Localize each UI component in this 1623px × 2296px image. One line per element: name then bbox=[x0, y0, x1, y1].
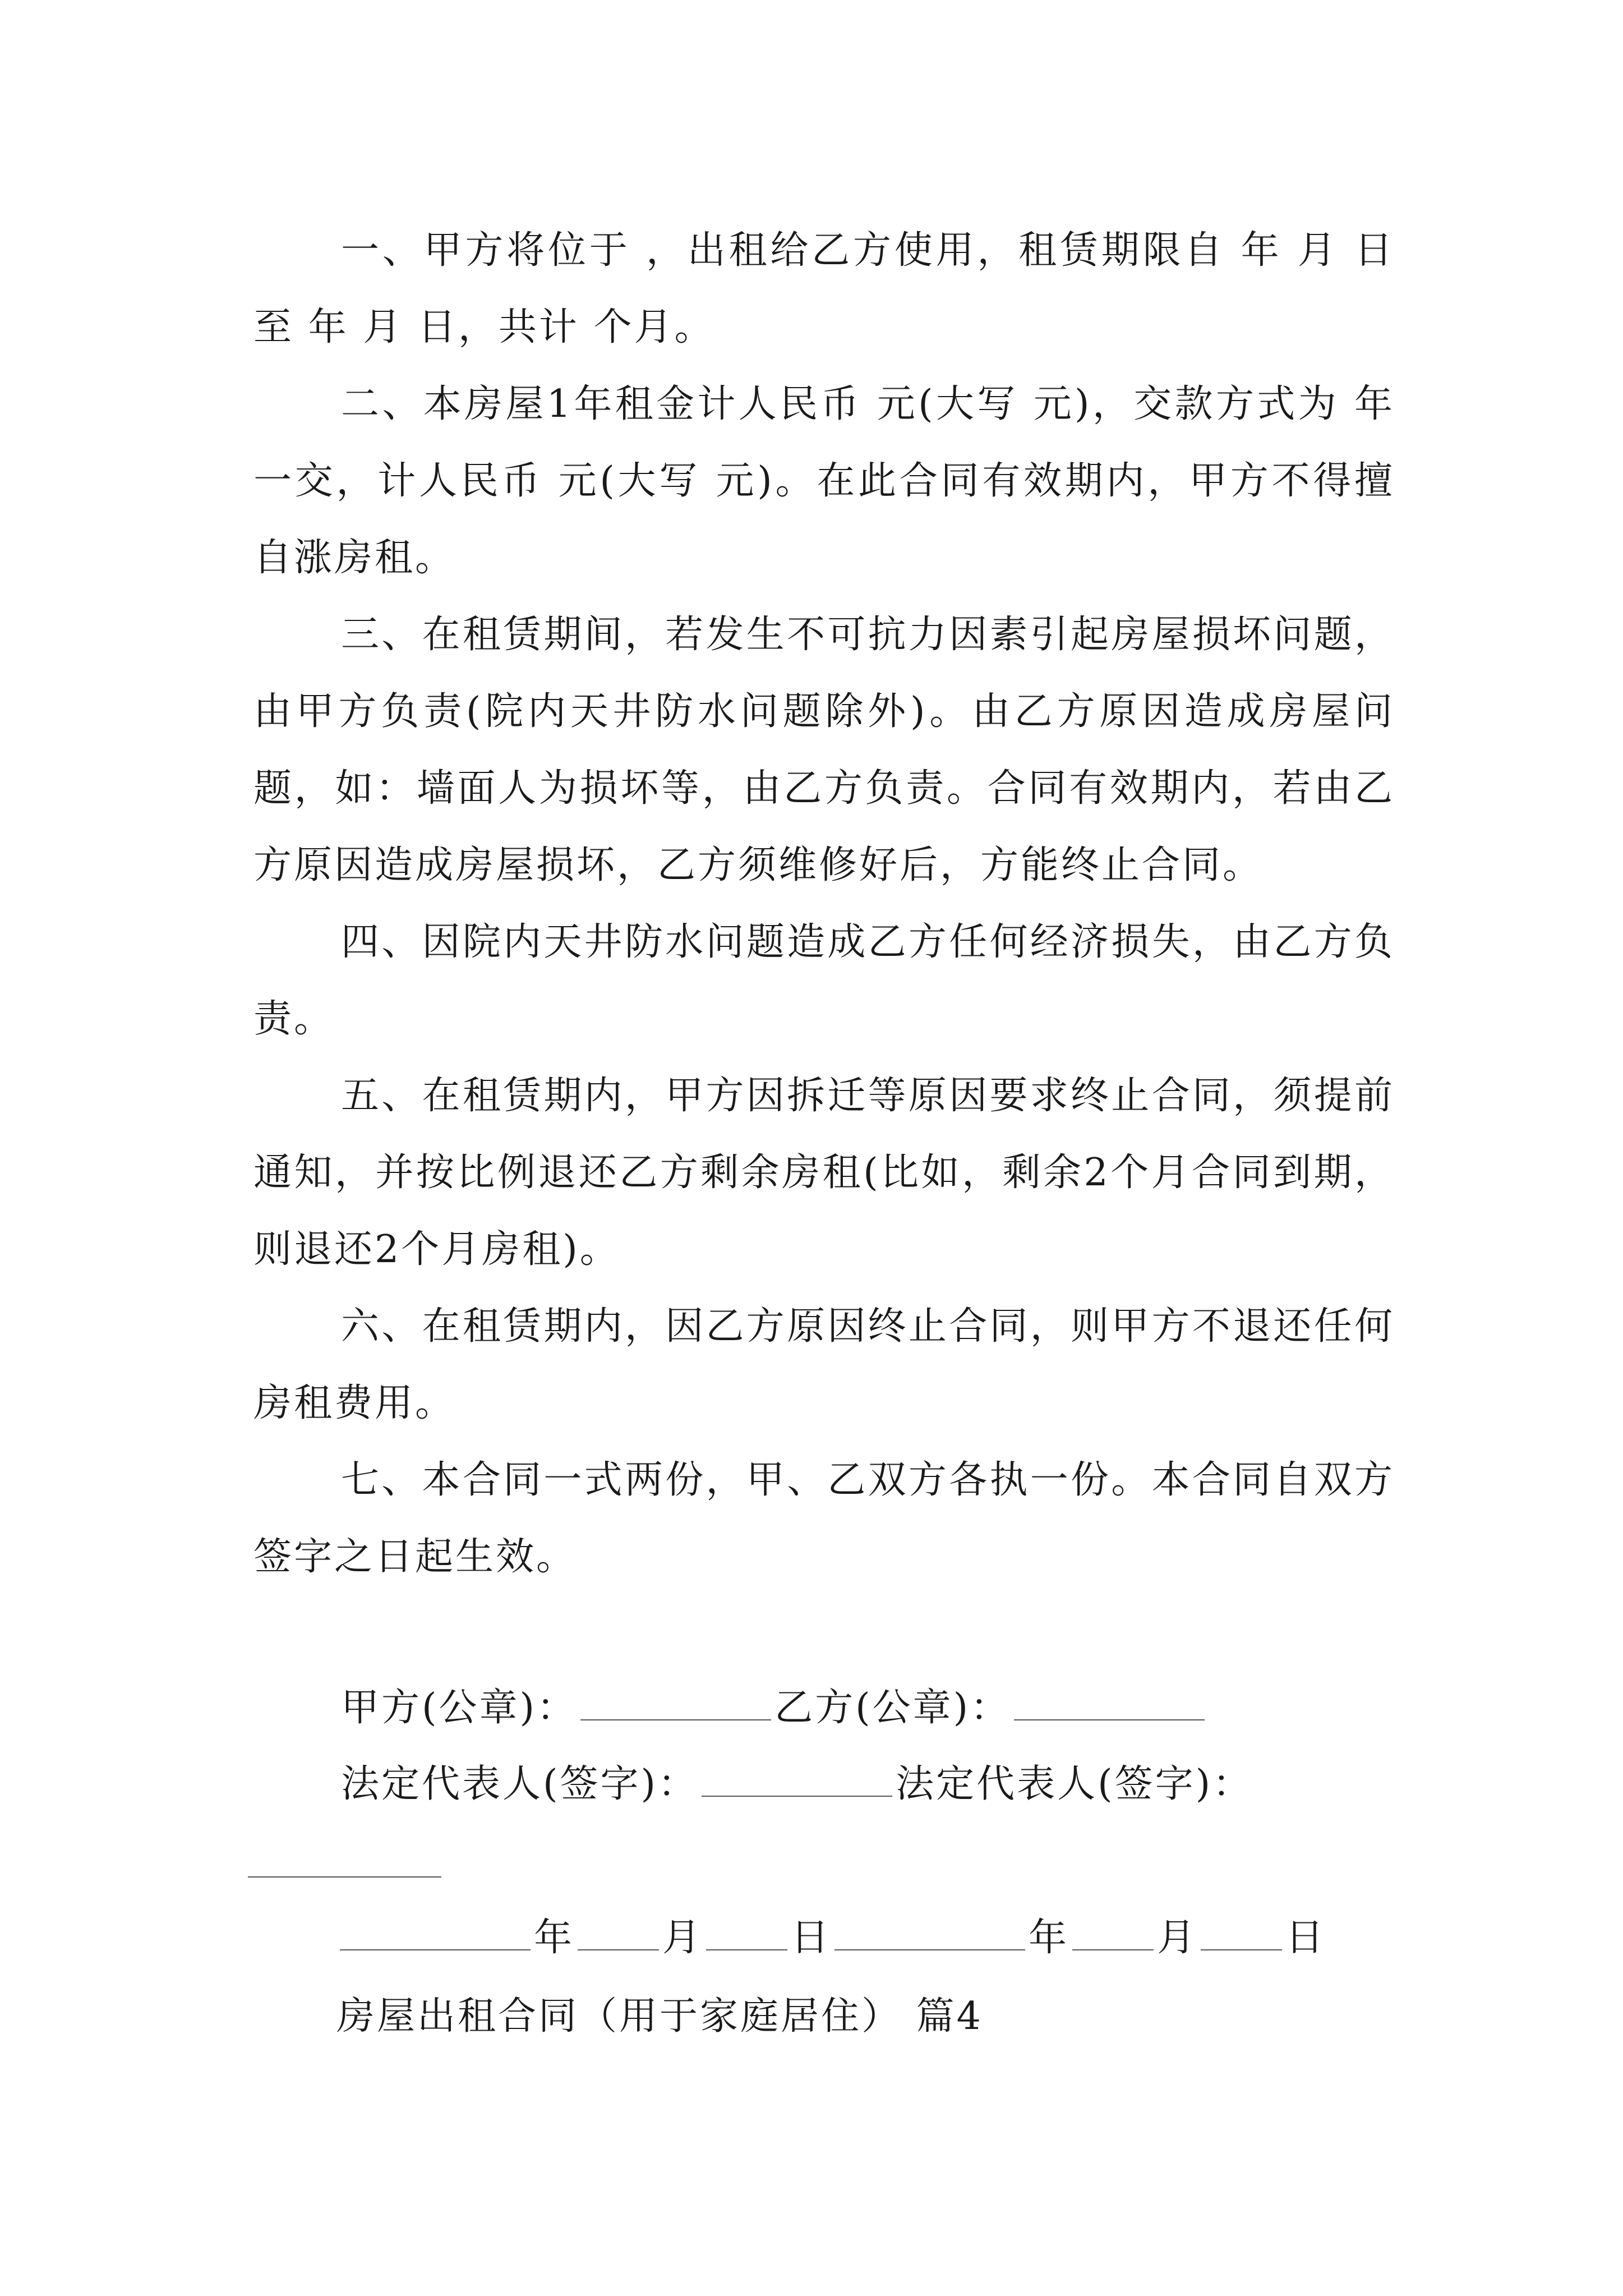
party-a-rep-blank bbox=[702, 1766, 892, 1797]
date-line bbox=[336, 1907, 1326, 1962]
date-b-month-label: 月 bbox=[1157, 1916, 1198, 1960]
party-a-rep-label: 法定代表人(签字)： bbox=[341, 1762, 699, 1806]
date-b-day-label: 日 bbox=[1285, 1916, 1326, 1960]
signature-line-seals bbox=[341, 1677, 1208, 1732]
next-section-title: 房屋出租合同（用于家庭居住） 篇4 bbox=[336, 1994, 983, 2039]
clause-6: 六、在租赁期内，因乙方原因终止合同，则甲方不退还任何房租费用。 bbox=[253, 1304, 1395, 1425]
clause-2: 二、本房屋1年租金计人民币 元(大写 元)，交款方式为 年一交，计人民币 元(大写 元)。在此合同有效期内，甲方不得擅自涨房租。 bbox=[253, 382, 1395, 580]
signature-line-representatives bbox=[341, 1754, 1253, 1808]
date-b-year-label: 年 bbox=[1029, 1916, 1069, 1960]
date-a-day-blank bbox=[706, 1920, 787, 1950]
party-b-seal-blank bbox=[1014, 1690, 1205, 1720]
party-b-rep-blank-continued bbox=[248, 1876, 441, 1878]
date-b-day-blank bbox=[1201, 1920, 1282, 1950]
date-a-month-blank bbox=[578, 1920, 659, 1950]
party-b-seal-label: 乙方(公章)： bbox=[774, 1686, 1011, 1730]
date-b-month-blank bbox=[1072, 1920, 1154, 1950]
clause-4: 四、因院内天井防水问题造成乙方任何经济损失，由乙方负责。 bbox=[253, 920, 1395, 1041]
date-b-year-blank bbox=[834, 1920, 1025, 1950]
clause-3: 三、在租赁期间，若发生不可抗力因素引起房屋损坏问题，由甲方负责(院内天井防水问题除外)。由乙方原因造成房屋问题，如：墙面人为损坏等，由乙方负责。合同有效期内，若由乙方原因造成房屋损坏，乙方须维修好后，方能终止合同。 bbox=[253, 613, 1395, 887]
date-a-month-label: 月 bbox=[662, 1916, 703, 1960]
date-a-year-label: 年 bbox=[534, 1916, 575, 1960]
contract-body bbox=[253, 212, 1395, 1595]
party-b-rep-label: 法定代表人(签字)： bbox=[896, 1762, 1253, 1806]
clause-1: 一、甲方将位于 ，出租给乙方使用，租赁期限自 年 月 日至 年 月 日，共计 个月。 bbox=[253, 228, 1395, 349]
clause-5: 五、在租赁期内，甲方因拆迁等原因要求终止合同，须提前通知，并按比例退还乙方剩余房租(比如，剩余2个月合同到期，则退还2个月房租)。 bbox=[253, 1074, 1395, 1272]
party-a-seal-blank bbox=[580, 1690, 771, 1720]
party-a-seal-label: 甲方(公章)： bbox=[341, 1686, 578, 1730]
clause-7: 七、本合同一式两份，甲、乙双方各执一份。本合同自双方签字之日起生效。 bbox=[253, 1458, 1395, 1579]
date-a-day-label: 日 bbox=[791, 1916, 832, 1960]
date-a-year-blank bbox=[340, 1920, 531, 1950]
